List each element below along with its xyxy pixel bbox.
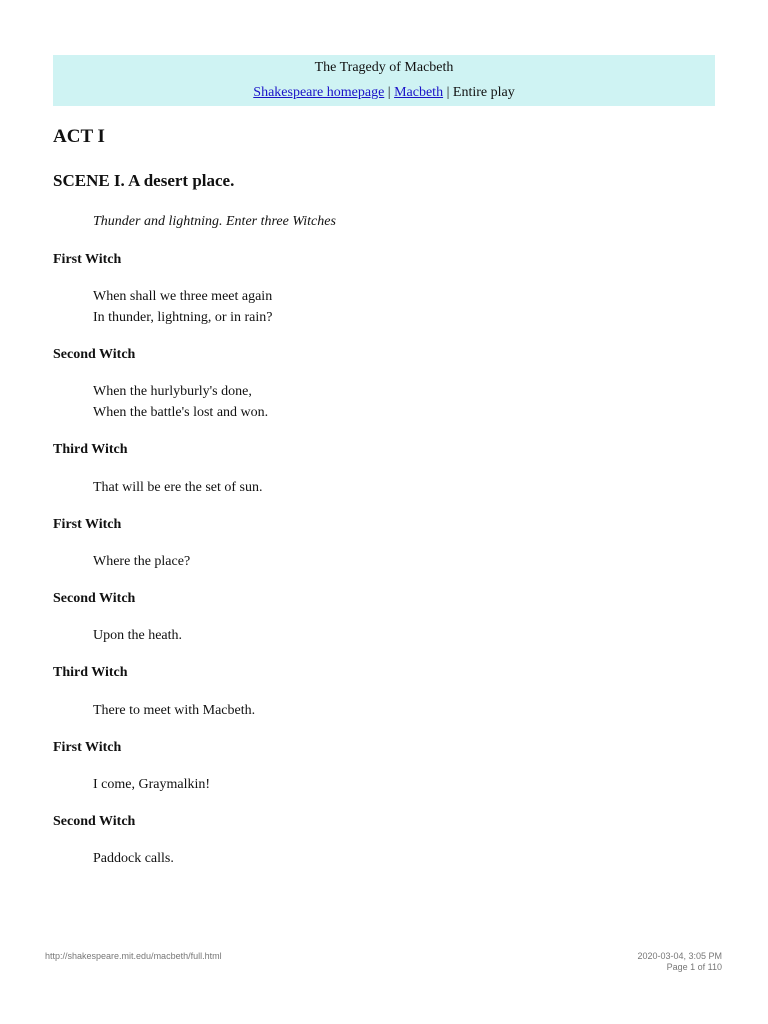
speech-line: Paddock calls. <box>93 851 174 866</box>
speech-line: I come, Graymalkin! <box>93 777 211 792</box>
speaker-name: Second Witch <box>53 591 136 606</box>
speech-line: That will be ere the set of sun. <box>93 480 263 495</box>
play-title: The Tragedy of Macbeth <box>314 60 454 75</box>
stage-direction: Thunder and lightning. Enter three Witches <box>93 214 336 229</box>
speech-block <box>93 286 272 328</box>
speech-line: When shall we three meet again <box>93 289 273 304</box>
breadcrumb-current: Entire play <box>452 85 515 100</box>
speech-line: Where the place? <box>93 554 191 569</box>
speaker-name: First Witch <box>53 517 122 532</box>
footer-meta <box>637 951 722 973</box>
macbeth-link[interactable]: Macbeth <box>394 85 444 100</box>
footer-page-number: Page 1 of 110 <box>666 962 722 972</box>
footer-timestamp: 2020-03-04, 3:05 PM <box>637 951 722 961</box>
play-header <box>53 55 715 106</box>
speech-line: Upon the heath. <box>93 628 183 643</box>
speech-block <box>93 477 263 498</box>
shakespeare-homepage-link[interactable]: Shakespeare homepage <box>253 85 385 100</box>
speaker-name: Second Witch <box>53 347 136 362</box>
speech-block <box>93 848 174 869</box>
speaker-name: Third Witch <box>53 442 128 457</box>
speech-line: In thunder, lightning, or in rain? <box>93 310 273 325</box>
speaker-name: Second Witch <box>53 814 136 829</box>
speaker-name: First Witch <box>53 252 122 267</box>
speech-block <box>93 774 210 795</box>
speech-block <box>93 381 268 423</box>
breadcrumb <box>53 85 715 101</box>
speaker-name: Third Witch <box>53 665 128 680</box>
speech-block <box>93 625 182 646</box>
scene-heading: SCENE I. A desert place. <box>53 171 235 190</box>
speech-line: When the battle's lost and won. <box>93 405 269 420</box>
speech-line: There to meet with Macbeth. <box>93 703 256 718</box>
act-heading: ACT I <box>53 126 105 147</box>
breadcrumb-separator: | <box>384 85 395 100</box>
speech-block <box>93 551 190 572</box>
speech-block <box>93 700 255 721</box>
breadcrumb-separator: | <box>443 85 453 100</box>
speaker-name: First Witch <box>53 740 122 755</box>
footer-url: http://shakespeare.mit.edu/macbeth/full.html <box>45 951 222 961</box>
speech-line: When the hurlyburly's done, <box>93 384 252 399</box>
